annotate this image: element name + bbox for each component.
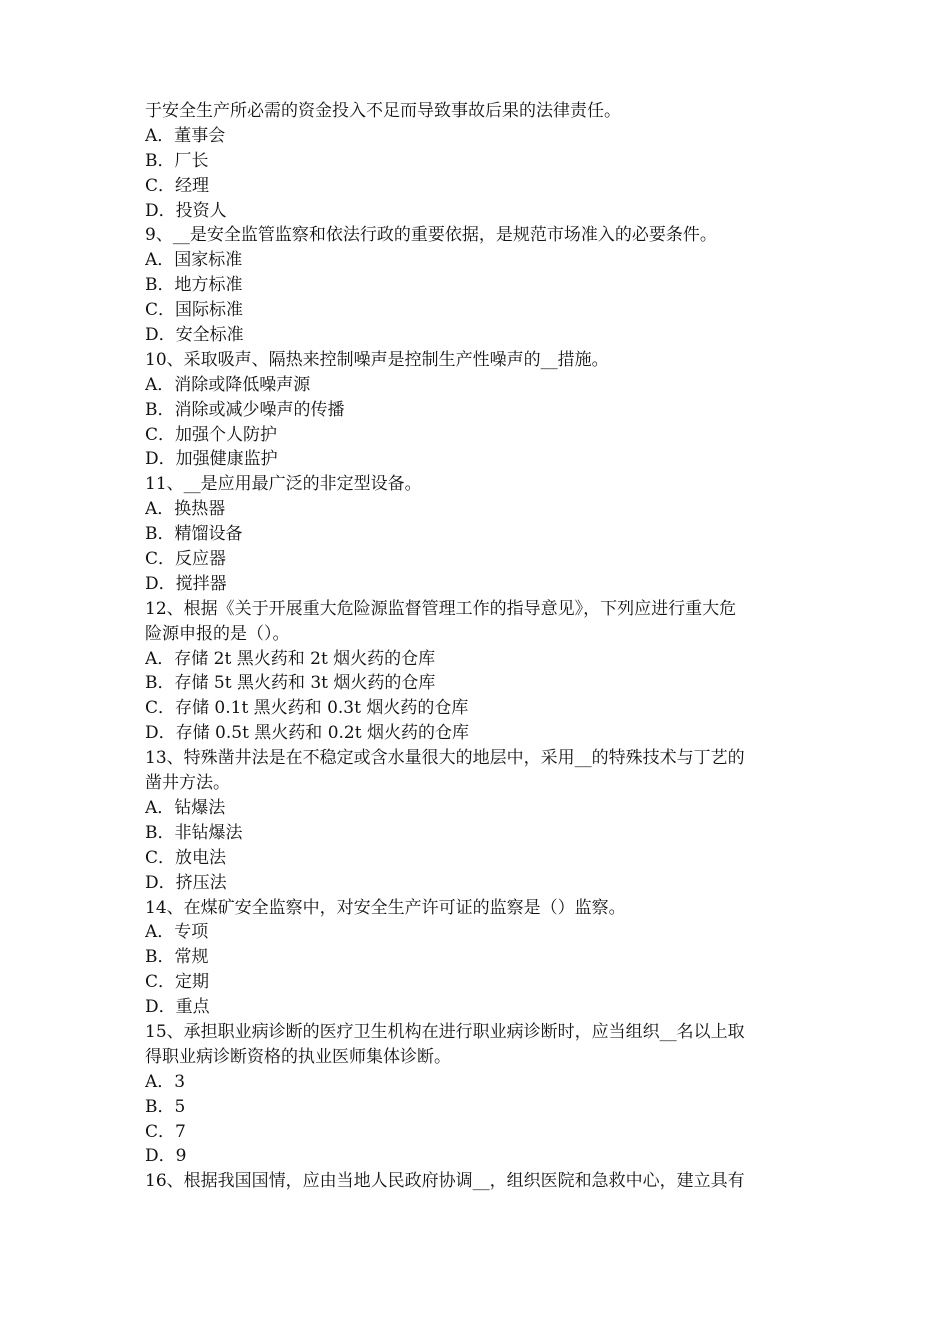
option-line: C．存储 0.1t 黑火药和 0.3t 烟火药的仓库 — [145, 698, 469, 719]
option-line: C．经理 — [145, 175, 210, 196]
option-line: B．存储 5t 黑火药和 3t 烟火药的仓库 — [145, 673, 436, 694]
option-line: A．国家标准 — [145, 250, 243, 271]
document-body — [145, 99, 810, 1194]
question-line: 15、承担职业病诊断的医疗卫生机构在进行职业病诊断时，应当组织__名以上取 — [145, 1021, 745, 1042]
question-line: 11、__是应用最广泛的非定型设备。 — [145, 474, 422, 495]
option-line: C．定期 — [145, 972, 210, 993]
option-line: C．反应器 — [145, 549, 227, 570]
option-line: A．钻爆法 — [145, 797, 226, 818]
option-line: A．换热器 — [145, 499, 226, 520]
question-line: 16、根据我国国情，应由当地人民政府协调__，组织医院和急救中心，建立具有 — [145, 1171, 745, 1192]
option-line: D．重点 — [145, 997, 210, 1018]
option-line: A．存储 2t 黑火药和 2t 烟火药的仓库 — [145, 648, 436, 669]
question-line: 12、根据《关于开展重大危险源监督管理工作的指导意见》，下列应进行重大危 — [145, 598, 737, 619]
option-line: C．国际标准 — [145, 300, 244, 321]
option-line: D．挤压法 — [145, 872, 227, 893]
option-line: B．精馏设备 — [145, 524, 243, 545]
question-line: 14、在煤矿安全监察中，对安全生产许可证的监察是（）监察。 — [145, 897, 626, 918]
question-line: 10、采取吸声、隔热来控制噪声是控制生产性噪声的__措施。 — [145, 349, 609, 370]
option-line: C．加强个人防护 — [145, 424, 278, 445]
question-line: 9、__是安全监管监察和依法行政的重要依据，是规范市场准入的必要条件。 — [145, 225, 717, 246]
question-line-continued: 凿井方法。 — [145, 773, 230, 794]
option-line: B．消除或减少噪声的传播 — [145, 399, 345, 420]
option-line: D．存储 0.5t 黑火药和 0.2t 烟火药的仓库 — [145, 723, 469, 744]
option-line: A．3 — [145, 1071, 186, 1092]
option-line: D．加强健康监护 — [145, 449, 278, 470]
option-line: D．搅拌器 — [145, 573, 227, 594]
option-line: B．厂长 — [145, 150, 209, 171]
option-line: B．地方标准 — [145, 275, 243, 296]
option-line: A．消除或降低噪声源 — [145, 374, 311, 395]
option-line: A．董事会 — [145, 125, 226, 146]
option-line: D．安全标准 — [145, 325, 244, 346]
question-line: 13、特殊凿井法是在不稳定或含水量很大的地层中，采用__的特殊技术与丁艺的 — [145, 748, 745, 769]
option-line: C．7 — [145, 1121, 186, 1142]
option-line: D．投资人 — [145, 200, 227, 221]
option-line: B．非钻爆法 — [145, 822, 243, 843]
option-line: B．常规 — [145, 947, 209, 968]
option-line: C．放电法 — [145, 847, 227, 868]
option-line: A．专项 — [145, 922, 209, 943]
question-line-continued: 险源申报的是（）。 — [145, 623, 290, 644]
question-line-continued: 得职业病诊断资格的执业医师集体诊断。 — [145, 1046, 451, 1067]
option-line: B．5 — [145, 1096, 186, 1117]
text-line: 于安全生产所必需的资金投入不足而导致事故后果的法律责任。 — [145, 101, 621, 121]
option-line: D．9 — [145, 1146, 187, 1167]
